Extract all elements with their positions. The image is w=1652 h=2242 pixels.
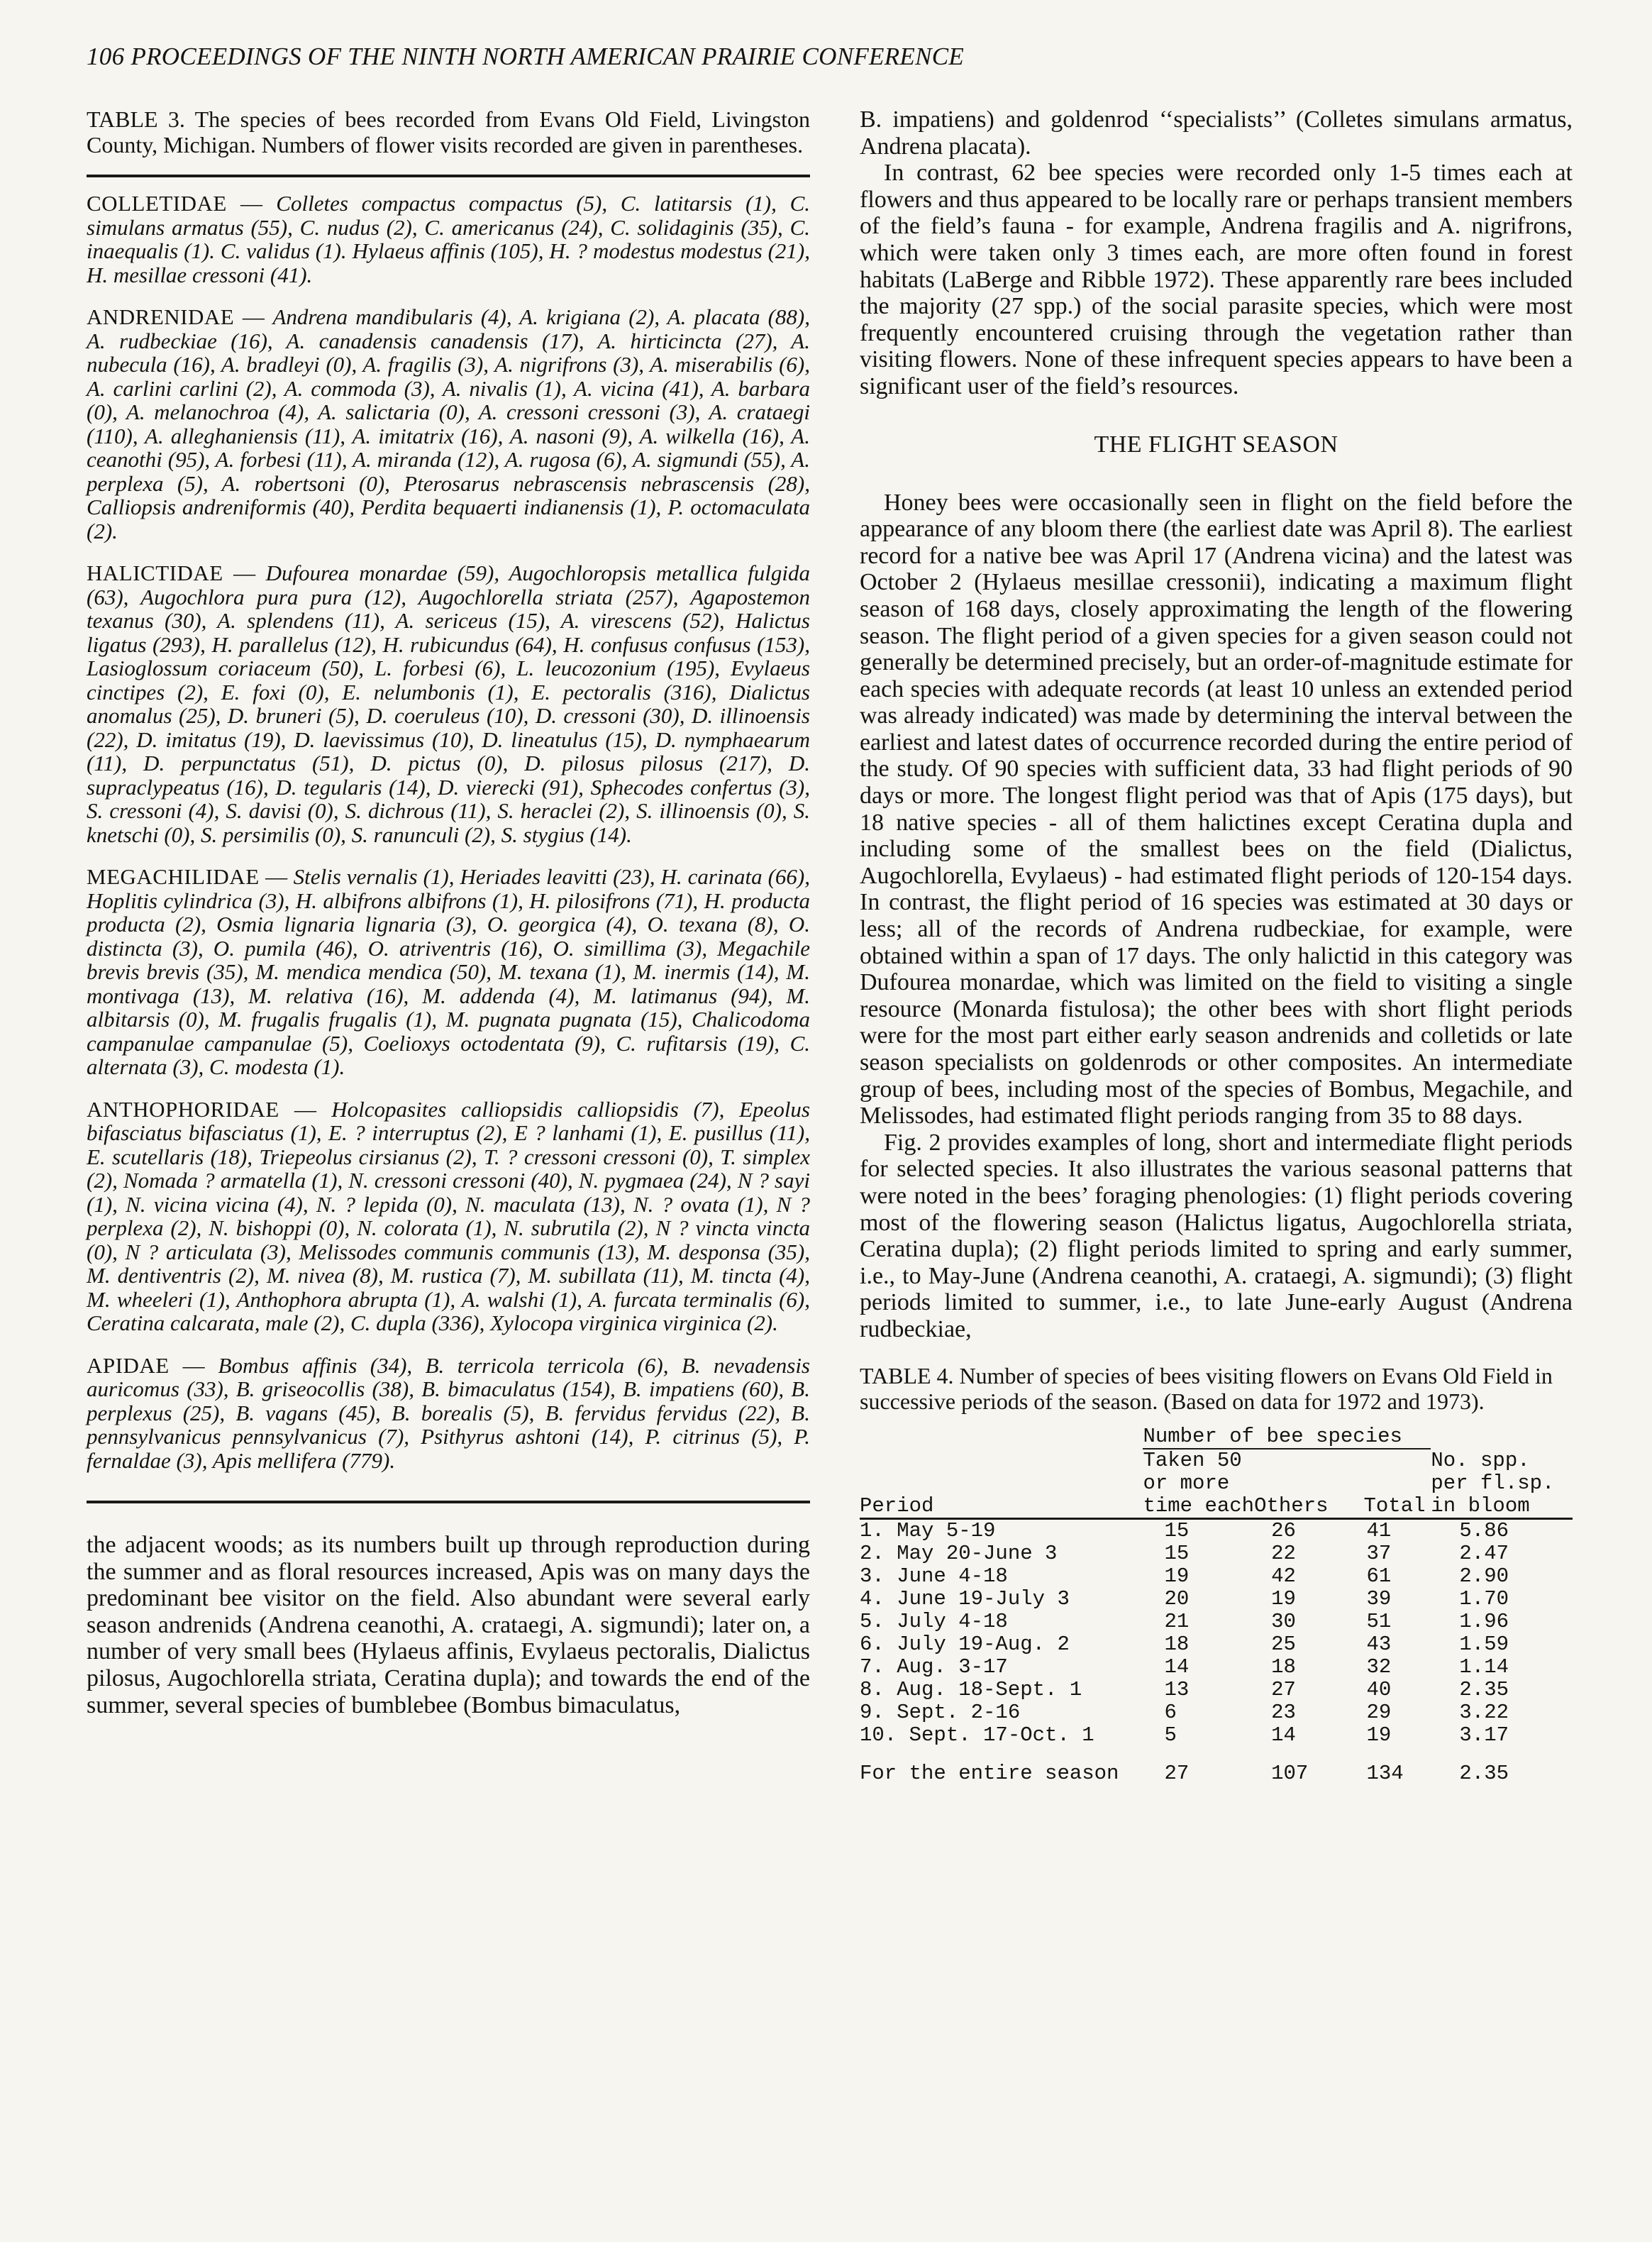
family-species: Andrena mandibularis (4), A. krigiana (2), A. placata (88), A. rudbeckiae (16), A. canadensis canadensis (17), A. hirticincta (27), A. nubecula (16), A. bradleyi (0), A. fragilis (3), A. nigrifrons (3), A. miserabilis (6), A. carlini carlini (2), A. commoda (3), A. nivalis (1), A. vicina (41), A. barbara (0), A. melanochroa (4), A. salictaria (0), A. cressoni cressoni (3), A. crataegi (110), A. alleghaniensis (11), A. imitatrix (16), A. nasoni (9), A. wilkella (16), A. ceanothi (95), A. forbesi (11), A. miranda (12), A. rugosa (6), A. sigmundi (55), A. perplexa (5), A. robertsoni (0), Pterosarus nebrascensis nebrascensis (28), Calliopsis andreniformis (40), Perdita bequaerti indianensis (1), P. octomaculata (2). <box>87 304 811 543</box>
family-name: ANDRENIDAE — <box>87 304 265 329</box>
left-column <box>87 106 810 1718</box>
table4-cell-taken: 15 <box>1164 1541 1190 1565</box>
table4-header-row-1 <box>860 1449 1573 1472</box>
table4-cell-total: 39 <box>1366 1586 1392 1611</box>
family-andrenidae <box>87 305 810 543</box>
family-colletidae <box>87 192 810 287</box>
table4-row <box>860 1656 1573 1679</box>
family-name: ANTHOPHORIDAE — <box>87 1096 317 1122</box>
table4-cell-spp: 3.22 <box>1459 1700 1509 1724</box>
table4-summary-total: 134 <box>1366 1761 1404 1785</box>
family-anthophoridae <box>87 1098 810 1335</box>
table4-cell-others: 22 <box>1271 1541 1296 1565</box>
table4-cell-total: 29 <box>1366 1700 1392 1724</box>
family-halictidae <box>87 561 810 846</box>
table4-header-others: Others <box>1254 1495 1363 1519</box>
table4-header-taken-2: or more <box>1143 1471 1230 1495</box>
table4-cell-spp: 5.86 <box>1459 1518 1509 1542</box>
table4-summary-taken: 27 <box>1164 1761 1190 1785</box>
table4-cell-total: 43 <box>1366 1632 1392 1656</box>
table4-cell-spp: 1.96 <box>1459 1609 1509 1633</box>
table4-cell-taken: 5 <box>1164 1723 1177 1747</box>
table4-cell-period: 8. Aug. 18-Sept. 1 <box>860 1677 1082 1701</box>
table4-cell-others: 23 <box>1271 1700 1296 1724</box>
table4-summary-spp: 2.35 <box>1459 1761 1509 1785</box>
table4-cell-others: 27 <box>1271 1677 1296 1701</box>
table4-row <box>860 1542 1573 1565</box>
family-name: MEGACHILIDAE — <box>87 864 288 889</box>
table4-row <box>860 1565 1573 1588</box>
table4-header-period: Period <box>860 1495 1143 1519</box>
family-name: HALICTIDAE — <box>87 560 256 585</box>
table4-cell-total: 41 <box>1366 1518 1392 1542</box>
table4-cell-others: 26 <box>1271 1518 1296 1542</box>
table4-caption: TABLE 4. Number of species of bees visiting flowers on Evans Old Field in successive periods of the season. (Based on data for 1972 and 1973). <box>860 1362 1553 1414</box>
table4-cell-taken: 13 <box>1164 1677 1190 1701</box>
table4-row <box>860 1679 1573 1701</box>
family-species: Bombus affinis (34), B. terricola terricola (6), B. nevadensis auricomus (33), B. griseocollis (38), B. bimaculatus (154), B. impatiens (60), B. perplexus (25), B. vagans (45), B. borealis (5), B. fervidus fervidus (22), B. pennsylvanicus pennsylvanicus (7), Psithyrus ashtoni (14), P. citrinus (5), P. fernaldae (3), Apis mellifera (779). <box>87 1352 810 1473</box>
table4-cell-spp: 1.59 <box>1459 1632 1509 1656</box>
table4-cell-taken: 6 <box>1164 1700 1177 1724</box>
left-body-paragraph: the adjacent woods; as its numbers built up through reproduction during the summer and as floral resources increased, Apis was on many days the predominant bee visitor on the field. Also abundant were several early season andrenids (Andrena ceanothi, A. crataegi, A. sigmundi); later on, a number of very small bees (Hylaeus affinis, Evylaeus pectoralis, Dialictus pilosus, Augochlorella striata, Ceratina dupla); and towards the end of the summer, several species of bumblebee (Bombus bimaculatus, <box>87 1532 810 1718</box>
table3-bottom-rule <box>87 1501 810 1503</box>
table4-row <box>860 1518 1573 1542</box>
family-megachilidae <box>87 865 810 1079</box>
table4-cell-spp: 3.17 <box>1459 1723 1509 1747</box>
section-heading-flight-season: THE FLIGHT SEASON <box>1094 431 1338 458</box>
table4-cell-period: 4. June 19-July 3 <box>860 1586 1070 1611</box>
table3-top-rule <box>87 175 810 177</box>
table4-group-header: Number of bee species <box>1143 1425 1431 1449</box>
table4-cell-spp: 1.70 <box>1459 1586 1509 1611</box>
right-column <box>860 106 1573 1785</box>
right-paragraph-4: Fig. 2 provides examples of long, short and intermediate flight periods for selected species. It also illustrates the various seasonal patterns that were noted in the bees’ foraging phenologies: (1) flight periods covering most of the flowering season (Halictus ligatus, Augochlorella striata, Ceratina dupla); (2) flight periods limited to spring and early summer, i.e., to May-June (Andrena ceanothi, A. crataegi, A. sigmundi); (3) flight periods limited to summer, i.e., to late June-early August (Andrena rudbeckiae, <box>860 1129 1573 1342</box>
table4-cell-others: 42 <box>1271 1564 1296 1588</box>
family-apidae <box>87 1354 810 1473</box>
table4-cell-others: 30 <box>1271 1609 1296 1633</box>
family-species: Stelis vernalis (1), Heriades leavitti (23), H. carinata (66), Hoplitis cylindrica (3), H. albifrons albifrons (1), H. pilosifrons (71), H. producta producta (2), Osmia lignaria lignaria (3), O. georgica (4), O. texana (8), O. distincta (3), O. pumila (46), O. atriventris (16), O. simillima (3), Megachile brevis brevis (35), M. mendica mendica (50), M. texana (1), M. inermis (14), M. montivaga (13), M. relativa (16), M. addenda (4), M. latimanus (94), M. albitarsis (0), M. frugalis frugalis (1), M. pugnata pugnata (15), Chalicodoma campanulae campanulae (5), Coelioxys octodentata (9), C. rufitarsis (19), C. alternata (3), C. modesta (1). <box>87 864 811 1079</box>
table4-cell-total: 51 <box>1366 1609 1392 1633</box>
table4-header-row-2 <box>860 1472 1573 1495</box>
table4-cell-taken: 19 <box>1164 1564 1190 1588</box>
table4-cell-spp: 2.35 <box>1459 1677 1509 1701</box>
table4-header-spp-3: in bloom <box>1431 1495 1573 1519</box>
table4-cell-taken: 20 <box>1164 1586 1190 1611</box>
table4-header-taken-1: Taken 50 <box>1143 1448 1242 1472</box>
table4-cell-total: 37 <box>1366 1541 1392 1565</box>
right-paragraph-3: Honey bees were occasionally seen in flight on the field before the appearance of any bloom there (the earliest date was April 8). The earliest record for a native bee was April 17 (Andrena vicina) and the latest was October 2 (Hylaeus mesillae cressonii), indicating a maximum flight season of 168 days, closely approximating the length of the flowering season. The flight period of a given species for a given season could not generally be determined precisely, but an order-of-magnitude estimate for each species with adequate records (at least 10 unless an extended period was already indicated) was made by determining the interval between the earliest and latest dates of occurrence recorded during the entire period of the study. Of 90 species with sufficient data, 33 had flight periods of 90 days or more. The longest flight period was that of Apis (175 days), but 18 native species - all of them halictines except Ceratina dupla and including some of the smallest bees on the field (Dialictus, Augochlorella, Evylaeus) - had estimated flight periods of 120-154 days. In contrast, the flight period of 16 species was estimated at 30 days or less; all of the records of Andrena rudbeckiae, for example, were obtained within a span of 17 days. The only halictid in this category was Dufourea monardae, which was limited on the field to visiting a single resource (Monarda fistulosa); the other bees with short flight periods were for the most part either early season andrenids and colletids or late season specialists on goldenrods or other composites. An intermediate group of bees, including most of the species of Bombus, Megachile, and Melissodes, had estimated flight periods ranging from 35 to 88 days. <box>860 489 1573 1130</box>
table4-cell-spp: 1.14 <box>1459 1655 1509 1679</box>
table4-cell-taken: 18 <box>1164 1632 1190 1656</box>
right-paragraph-2: In contrast, 62 bee species were recorded only 1-5 times each at flowers and thus appeared to be locally rare or perhaps transient members of the field’s fauna - for example, Andrena fragilis and A. nigrifrons, which were taken only 3 times each, are more often found in forest habitats (LaBerge and Ribble 1972). These apparently rare bees included the majority (27 spp.) of the social parasite species, which were most frequently encountered cruising through the vegetation rather than visiting flowers. None of these infrequent species appears to have been a significant user of the field’s resources. <box>860 160 1573 399</box>
family-name: APIDAE — <box>87 1352 206 1378</box>
table4-cell-period: 1. May 5-19 <box>860 1518 996 1542</box>
table4-cell-period: 10. Sept. 17-Oct. 1 <box>860 1723 1094 1747</box>
table4-cell-total: 19 <box>1366 1723 1392 1747</box>
table4-cell-others: 25 <box>1271 1632 1296 1656</box>
table4-summary-others: 107 <box>1271 1761 1309 1785</box>
family-name: COLLETIDAE — <box>87 191 263 216</box>
table4-group-header-row <box>860 1425 1573 1449</box>
table4-header-row-3 <box>860 1495 1573 1519</box>
table4 <box>860 1425 1573 1785</box>
table4-cell-period: 2. May 20-June 3 <box>860 1541 1058 1565</box>
table4-cell-total: 32 <box>1366 1655 1392 1679</box>
table4-cell-taken: 21 <box>1164 1609 1190 1633</box>
table4-header-spp-1: No. spp. <box>1431 1448 1530 1472</box>
family-species: Holcopasites calliopsidis calliopsidis (7), Epeolus bifasciatus bifasciatus (1), E. ? interruptus (2), E ? lanhami (1), E. pusillus (11), E. scutellaris (18), Triepeolus cirsianus (2), T. ? cressoni cressoni (0), T. simplex (2), Nomada ? armatella (1), N. cressoni cressoni (40), N. pygmaea (24), N ? sayi (1), N. vicina vicina (4), N. ? lepida (0), N. maculata (13), N. ? ovata (1), N ? perplexa (2), N. bishoppi (0), N. colorata (1), N. subrutila (2), N ? vincta vincta (0), N ? articulata (3), Melissodes communis communis (13), M. desponsa (35), M. dentiventris (2), M. nivea (8), M. rustica (7), M. subillata (11), M. tincta (4), M. wheeleri (1), Anthophora abrupta (1), A. walshi (1), A. furcata terminalis (6), Ceratina calcarata, male (2), C. dupla (336), Xylocopa virginica virginica (2). <box>87 1096 810 1335</box>
table4-body <box>860 1518 1573 1747</box>
family-species: Dufourea monardae (59), Augochloropsis metallica fulgida (63), Augochlora pura pura (12), Augochlorella striata (257), Agapostemon texanus (30), A. splendens (11), A. sericeus (15), A. virescens (52), Halictus ligatus (293), H. parallelus (12), H. rubicundus (64), H. confusus confusus (153), Lasioglossum coriaceum (50), L. forbesi (6), L. leucozonium (195), Evylaeus cinctipes (2), E. foxi (0), E. nelumbonis (1), E. pectoralis (316), Dialictus anomalus (25), D. bruneri (5), D. coeruleus (10), D. cressoni (30), D. illinoensis (22), D. imitatus (19), D. laevissimus (10), D. lineatulus (15), D. nymphaearum (11), D. perpunctatus (51), D. pictus (0), D. pilosus pilosus (217), D. supraclypeatus (16), D. tegularis (14), D. vierecki (91), Sphecodes confertus (3), S. cressoni (4), S. davisi (0), S. dichrous (11), S. heraclei (2), S. illinoensis (0), S. knetschi (0), S. persimilis (0), S. ranunculi (2), S. stygius (14). <box>87 560 811 847</box>
table4-cell-period: 5. July 4-18 <box>860 1609 1008 1633</box>
table4-row <box>860 1701 1573 1724</box>
table4-cell-others: 19 <box>1271 1586 1296 1611</box>
table4-row <box>860 1588 1573 1611</box>
table4-cell-period: 3. June 4-18 <box>860 1564 1008 1588</box>
table4-cell-others: 14 <box>1271 1723 1296 1747</box>
table4-row <box>860 1611 1573 1633</box>
table4-row <box>860 1633 1573 1656</box>
table4-cell-period: 6. July 19-Aug. 2 <box>860 1632 1070 1656</box>
table4-row <box>860 1724 1573 1747</box>
table4-summary-row <box>860 1747 1573 1785</box>
table4-cell-period: 7. Aug. 3-17 <box>860 1655 1008 1679</box>
table4-cell-others: 18 <box>1271 1655 1296 1679</box>
family-species: Colletes compactus compactus (5), C. latitarsis (1), C. simulans armatus (55), C. nudus (2), C. americanus (24), C. solidaginis (35), C. inaequalis (1). C. validus (1). Hylaeus affinis (105), H. ? modestus modestus (21), H. mesillae cressoni (41). <box>87 191 811 287</box>
table3-families <box>87 192 810 1472</box>
table4-summary-period: For the entire season <box>860 1761 1119 1785</box>
table4-header-taken-3: time each <box>1143 1493 1255 1518</box>
table4-cell-taken: 15 <box>1164 1518 1190 1542</box>
table4-header-spp-2: per fl.sp. <box>1431 1471 1555 1495</box>
running-head: 106 PROCEEDINGS OF THE NINTH NORTH AMERICAN PRAIRIE CONFERENCE <box>87 43 965 70</box>
table4-header-total: Total <box>1364 1495 1431 1519</box>
table4-cell-spp: 2.47 <box>1459 1541 1509 1565</box>
table4-cell-total: 40 <box>1366 1677 1392 1701</box>
table4-cell-taken: 14 <box>1164 1655 1190 1679</box>
table4-cell-spp: 2.90 <box>1459 1564 1509 1588</box>
table4-cell-period: 9. Sept. 2-16 <box>860 1700 1021 1724</box>
table3-caption: TABLE 3. The species of bees recorded from Evans Old Field, Livingston County, Michigan. Numbers of flower visits recorded are given in parentheses. <box>87 106 810 158</box>
right-paragraph-1: B. impatiens) and goldenrod ‘‘specialists’’ (Colletes simulans armatus, Andrena placata). <box>860 106 1573 160</box>
table4-cell-total: 61 <box>1366 1564 1392 1588</box>
